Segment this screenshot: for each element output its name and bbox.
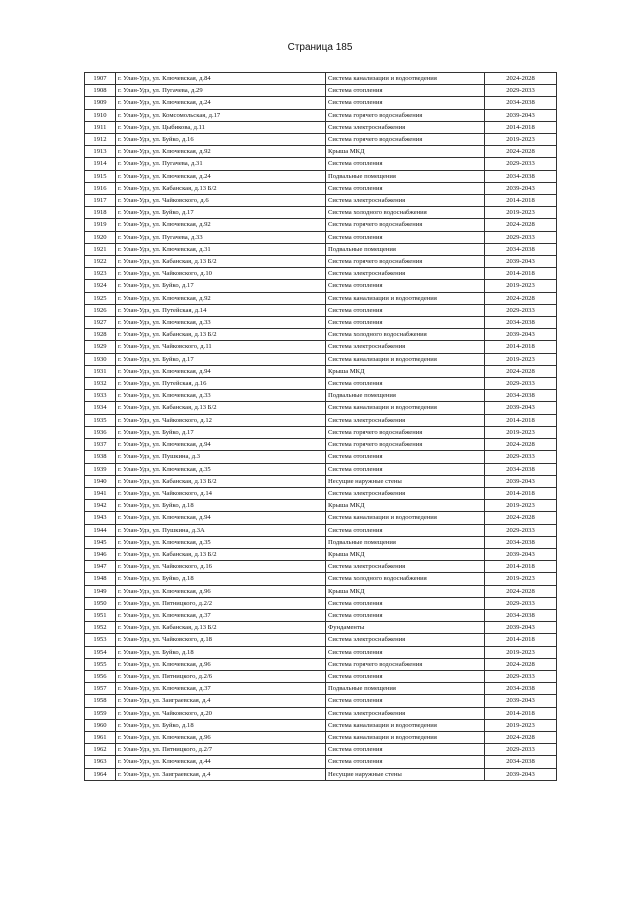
address-cell: г. Улан-Удэ, ул. Кабанская, д.13 Б/2	[116, 329, 326, 341]
period-cell: 2019-2023	[485, 134, 557, 146]
period-cell: 2029-2033	[485, 451, 557, 463]
period-cell: 2039-2043	[485, 548, 557, 560]
period-cell: 2024-2028	[485, 512, 557, 524]
table-row	[85, 353, 557, 365]
row-number-cell: 1931	[85, 365, 116, 377]
system-cell: Система канализации и водоотведения	[326, 292, 485, 304]
address-cell: г. Улан-Удэ, ул. Комсомольская, д.17	[116, 109, 326, 121]
row-number-cell: 1928	[85, 329, 116, 341]
period-cell: 2034-2038	[485, 170, 557, 182]
table-row	[85, 597, 557, 609]
period-cell: 2014-2018	[485, 707, 557, 719]
system-cell: Система отопления	[326, 695, 485, 707]
address-cell: г. Улан-Удэ, ул. Пугачева, д.31	[116, 158, 326, 170]
address-cell: г. Улан-Удэ, ул. Кабанская, д.13 Б/2	[116, 548, 326, 560]
period-cell: 2019-2023	[485, 500, 557, 512]
table-row	[85, 243, 557, 255]
row-number-cell: 1935	[85, 414, 116, 426]
period-cell: 2029-2033	[485, 597, 557, 609]
row-number-cell: 1955	[85, 658, 116, 670]
system-cell: Система холодного водоснабжения	[326, 573, 485, 585]
registry-table	[84, 72, 557, 781]
period-cell: 2014-2018	[485, 634, 557, 646]
system-cell: Система отопления	[326, 670, 485, 682]
system-cell: Крыша МКД	[326, 585, 485, 597]
row-number-cell: 1909	[85, 97, 116, 109]
system-cell: Система горячего водоснабжения	[326, 134, 485, 146]
address-cell: г. Улан-Удэ, ул. Ключевская, д.84	[116, 73, 326, 85]
system-cell: Система горячего водоснабжения	[326, 219, 485, 231]
row-number-cell: 1963	[85, 756, 116, 768]
table-row	[85, 756, 557, 768]
row-number-cell: 1912	[85, 134, 116, 146]
address-cell: г. Улан-Удэ, ул. Чайковского, д.18	[116, 634, 326, 646]
table-row	[85, 719, 557, 731]
table-row	[85, 414, 557, 426]
system-cell: Система отопления	[326, 756, 485, 768]
table-row	[85, 134, 557, 146]
period-cell: 2039-2043	[485, 768, 557, 780]
system-cell: Система канализации и водоотведения	[326, 353, 485, 365]
table-row	[85, 561, 557, 573]
system-cell: Система канализации и водоотведения	[326, 402, 485, 414]
row-number-cell: 1962	[85, 744, 116, 756]
row-number-cell: 1924	[85, 280, 116, 292]
address-cell: г. Улан-Удэ, ул. Буйко, д.17	[116, 280, 326, 292]
address-cell: г. Улан-Удэ, ул. Путейская, д.14	[116, 304, 326, 316]
period-cell: 2034-2038	[485, 463, 557, 475]
period-cell: 2014-2018	[485, 414, 557, 426]
system-cell: Система отопления	[326, 646, 485, 658]
table-row	[85, 97, 557, 109]
table-row	[85, 512, 557, 524]
table-row	[85, 646, 557, 658]
system-cell: Система электроснабжения	[326, 707, 485, 719]
period-cell: 2024-2028	[485, 585, 557, 597]
period-cell: 2034-2038	[485, 390, 557, 402]
table-row	[85, 73, 557, 85]
table-row	[85, 573, 557, 585]
address-cell: г. Улан-Удэ, ул. Чайковского, д.11	[116, 341, 326, 353]
table-row	[85, 707, 557, 719]
address-cell: г. Улан-Удэ, ул. Ключевская, д.92	[116, 292, 326, 304]
system-cell: Система горячего водоснабжения	[326, 439, 485, 451]
period-cell: 2039-2043	[485, 695, 557, 707]
table-row	[85, 634, 557, 646]
address-cell: г. Улан-Удэ, ул. Кабанская, д.13 Б/2	[116, 402, 326, 414]
table-row	[85, 195, 557, 207]
address-cell: г. Улан-Удэ, ул. Ключевская, д.35	[116, 536, 326, 548]
table-row	[85, 463, 557, 475]
registry-table-body	[85, 73, 557, 781]
address-cell: г. Улан-Удэ, ул. Чайковского, д.12	[116, 414, 326, 426]
table-row	[85, 280, 557, 292]
row-number-cell: 1944	[85, 524, 116, 536]
address-cell: г. Улан-Удэ, ул. Кабанская, д.13 Б/2	[116, 622, 326, 634]
table-row	[85, 731, 557, 743]
period-cell: 2014-2018	[485, 487, 557, 499]
system-cell: Система отопления	[326, 231, 485, 243]
row-number-cell: 1918	[85, 207, 116, 219]
address-cell: г. Улан-Удэ, ул. Буйко, д.18	[116, 646, 326, 658]
address-cell: г. Улан-Удэ, ул. Заиграевская, д.4	[116, 695, 326, 707]
address-cell: г. Улан-Удэ, ул. Чайковского, д.20	[116, 707, 326, 719]
period-cell: 2024-2028	[485, 146, 557, 158]
system-cell: Система отопления	[326, 451, 485, 463]
address-cell: г. Улан-Удэ, ул. Ключевская, д.96	[116, 658, 326, 670]
table-row	[85, 744, 557, 756]
table-row	[85, 109, 557, 121]
system-cell: Система отопления	[326, 744, 485, 756]
system-cell: Система отопления	[326, 317, 485, 329]
table-row	[85, 451, 557, 463]
system-cell: Несущие наружные стены	[326, 768, 485, 780]
table-row	[85, 402, 557, 414]
table-row	[85, 390, 557, 402]
row-number-cell: 1930	[85, 353, 116, 365]
table-row	[85, 524, 557, 536]
row-number-cell: 1956	[85, 670, 116, 682]
system-cell: Система электроснабжения	[326, 487, 485, 499]
period-cell: 2024-2028	[485, 219, 557, 231]
row-number-cell: 1950	[85, 597, 116, 609]
row-number-cell: 1927	[85, 317, 116, 329]
system-cell: Система холодного водоснабжения	[326, 329, 485, 341]
system-cell: Система отопления	[326, 158, 485, 170]
system-cell: Система отопления	[326, 97, 485, 109]
row-number-cell: 1917	[85, 195, 116, 207]
table-row	[85, 341, 557, 353]
period-cell: 2039-2043	[485, 622, 557, 634]
row-number-cell: 1943	[85, 512, 116, 524]
table-row	[85, 548, 557, 560]
row-number-cell: 1911	[85, 121, 116, 133]
address-cell: г. Улан-Удэ, ул. Буйко, д.17	[116, 426, 326, 438]
address-cell: г. Улан-Удэ, ул. Буйко, д.17	[116, 353, 326, 365]
system-cell: Крыша МКД	[326, 548, 485, 560]
row-number-cell: 1939	[85, 463, 116, 475]
row-number-cell: 1915	[85, 170, 116, 182]
system-cell: Система отопления	[326, 463, 485, 475]
table-row	[85, 500, 557, 512]
row-number-cell: 1922	[85, 256, 116, 268]
table-row	[85, 378, 557, 390]
system-cell: Система отопления	[326, 524, 485, 536]
address-cell: г. Улан-Удэ, ул. Ключевская, д.94	[116, 365, 326, 377]
system-cell: Крыша МКД	[326, 365, 485, 377]
address-cell: г. Улан-Удэ, ул. Ключевская, д.92	[116, 146, 326, 158]
row-number-cell: 1961	[85, 731, 116, 743]
period-cell: 2029-2033	[485, 744, 557, 756]
system-cell: Подвальные помещения	[326, 243, 485, 255]
address-cell: г. Улан-Удэ, ул. Ключевская, д.24	[116, 170, 326, 182]
period-cell: 2024-2028	[485, 73, 557, 85]
system-cell: Система электроснабжения	[326, 561, 485, 573]
table-row	[85, 182, 557, 194]
period-cell: 2034-2038	[485, 609, 557, 621]
address-cell: г. Улан-Удэ, ул. Буйко, д.18	[116, 500, 326, 512]
table-row	[85, 609, 557, 621]
row-number-cell: 1952	[85, 622, 116, 634]
row-number-cell: 1953	[85, 634, 116, 646]
period-cell: 2029-2033	[485, 524, 557, 536]
table-row	[85, 158, 557, 170]
table-row	[85, 329, 557, 341]
address-cell: г. Улан-Удэ, ул. Ключевская, д.94	[116, 439, 326, 451]
row-number-cell: 1936	[85, 426, 116, 438]
period-cell: 2034-2038	[485, 756, 557, 768]
address-cell: г. Улан-Удэ, ул. Ключевская, д.33	[116, 317, 326, 329]
system-cell: Крыша МКД	[326, 146, 485, 158]
system-cell: Система канализации и водоотведения	[326, 73, 485, 85]
address-cell: г. Улан-Удэ, ул. Пятницкого, д.2/7	[116, 744, 326, 756]
table-row	[85, 585, 557, 597]
address-cell: г. Улан-Удэ, ул. Ключевская, д.44	[116, 756, 326, 768]
address-cell: г. Улан-Удэ, ул. Пятницкого, д.2/6	[116, 670, 326, 682]
address-cell: г. Улан-Удэ, ул. Ключевская, д.92	[116, 219, 326, 231]
table-row	[85, 207, 557, 219]
row-number-cell: 1914	[85, 158, 116, 170]
period-cell: 2039-2043	[485, 109, 557, 121]
period-cell: 2034-2038	[485, 97, 557, 109]
address-cell: г. Улан-Удэ, ул. Буйко, д.18	[116, 573, 326, 585]
row-number-cell: 1945	[85, 536, 116, 548]
system-cell: Система канализации и водоотведения	[326, 731, 485, 743]
table-row	[85, 670, 557, 682]
system-cell: Система отопления	[326, 304, 485, 316]
table-row	[85, 268, 557, 280]
row-number-cell: 1908	[85, 85, 116, 97]
system-cell: Система холодного водоснабжения	[326, 207, 485, 219]
row-number-cell: 1949	[85, 585, 116, 597]
address-cell: г. Улан-Удэ, ул. Чайковского, д.10	[116, 268, 326, 280]
period-cell: 2019-2023	[485, 573, 557, 585]
system-cell: Система отопления	[326, 182, 485, 194]
period-cell: 2029-2033	[485, 158, 557, 170]
period-cell: 2039-2043	[485, 256, 557, 268]
system-cell: Система электроснабжения	[326, 634, 485, 646]
period-cell: 2029-2033	[485, 378, 557, 390]
system-cell: Система электроснабжения	[326, 195, 485, 207]
system-cell: Подвальные помещения	[326, 170, 485, 182]
address-cell: г. Улан-Удэ, ул. Кабанская, д.13 Б/2	[116, 475, 326, 487]
row-number-cell: 1951	[85, 609, 116, 621]
row-number-cell: 1923	[85, 268, 116, 280]
address-cell: г. Улан-Удэ, ул. Ключевская, д.31	[116, 243, 326, 255]
period-cell: 2014-2018	[485, 341, 557, 353]
system-cell: Система отопления	[326, 597, 485, 609]
table-row	[85, 475, 557, 487]
period-cell: 2034-2038	[485, 536, 557, 548]
table-row	[85, 256, 557, 268]
table-row	[85, 231, 557, 243]
system-cell: Несущие наружные стены	[326, 475, 485, 487]
period-cell: 2034-2038	[485, 683, 557, 695]
period-cell: 2019-2023	[485, 426, 557, 438]
address-cell: г. Улан-Удэ, ул. Ключевская, д.96	[116, 585, 326, 597]
row-number-cell: 1916	[85, 182, 116, 194]
address-cell: г. Улан-Удэ, ул. Кабанская, д.13 Б/2	[116, 256, 326, 268]
address-cell: г. Улан-Удэ, ул. Чайковского, д.14	[116, 487, 326, 499]
table-row	[85, 121, 557, 133]
address-cell: г. Улан-Удэ, ул. Чайковского, д.6	[116, 195, 326, 207]
address-cell: г. Улан-Удэ, ул. Пушкина, д.3	[116, 451, 326, 463]
system-cell: Система горячего водоснабжения	[326, 426, 485, 438]
system-cell: Подвальные помещения	[326, 390, 485, 402]
period-cell: 2029-2033	[485, 85, 557, 97]
period-cell: 2039-2043	[485, 475, 557, 487]
period-cell: 2019-2023	[485, 719, 557, 731]
row-number-cell: 1964	[85, 768, 116, 780]
period-cell: 2024-2028	[485, 365, 557, 377]
row-number-cell: 1907	[85, 73, 116, 85]
address-cell: г. Улан-Удэ, ул. Ключевская, д.94	[116, 512, 326, 524]
address-cell: г. Улан-Удэ, ул. Буйко, д.16	[116, 134, 326, 146]
row-number-cell: 1921	[85, 243, 116, 255]
address-cell: г. Улан-Удэ, ул. Пугачева, д.29	[116, 85, 326, 97]
row-number-cell: 1910	[85, 109, 116, 121]
row-number-cell: 1959	[85, 707, 116, 719]
page-title: Страница 185	[287, 42, 353, 53]
table-row	[85, 622, 557, 634]
table-row	[85, 317, 557, 329]
row-number-cell: 1947	[85, 561, 116, 573]
table-row	[85, 683, 557, 695]
address-cell: г. Улан-Удэ, ул. Цыбикова, д.11	[116, 121, 326, 133]
period-cell: 2029-2033	[485, 231, 557, 243]
address-cell: г. Улан-Удэ, ул. Пушкина, д.3А	[116, 524, 326, 536]
table-row	[85, 487, 557, 499]
row-number-cell: 1957	[85, 683, 116, 695]
system-cell: Система горячего водоснабжения	[326, 109, 485, 121]
address-cell: г. Улан-Удэ, ул. Кабанская, д.13 Б/2	[116, 182, 326, 194]
row-number-cell: 1920	[85, 231, 116, 243]
period-cell: 2019-2023	[485, 353, 557, 365]
period-cell: 2014-2018	[485, 561, 557, 573]
row-number-cell: 1954	[85, 646, 116, 658]
row-number-cell: 1932	[85, 378, 116, 390]
system-cell: Подвальные помещения	[326, 683, 485, 695]
address-cell: г. Улан-Удэ, ул. Ключевская, д.35	[116, 463, 326, 475]
table-row	[85, 292, 557, 304]
system-cell: Система отопления	[326, 280, 485, 292]
address-cell: г. Улан-Удэ, ул. Ключевская, д.37	[116, 683, 326, 695]
row-number-cell: 1913	[85, 146, 116, 158]
address-cell: г. Улан-Удэ, ул. Пятницкого, д.2/2	[116, 597, 326, 609]
row-number-cell: 1919	[85, 219, 116, 231]
address-cell: г. Улан-Удэ, ул. Буйко, д.17	[116, 207, 326, 219]
row-number-cell: 1958	[85, 695, 116, 707]
period-cell: 2029-2033	[485, 670, 557, 682]
period-cell: 2034-2038	[485, 317, 557, 329]
system-cell: Система электроснабжения	[326, 341, 485, 353]
system-cell: Система электроснабжения	[326, 414, 485, 426]
table-row	[85, 365, 557, 377]
system-cell: Система канализации и водоотведения	[326, 512, 485, 524]
table-row	[85, 426, 557, 438]
row-number-cell: 1941	[85, 487, 116, 499]
address-cell: г. Улан-Удэ, ул. Ключевская, д.33	[116, 390, 326, 402]
table-row	[85, 304, 557, 316]
period-cell: 2014-2018	[485, 195, 557, 207]
table-row	[85, 658, 557, 670]
system-cell: Система отопления	[326, 378, 485, 390]
period-cell: 2024-2028	[485, 292, 557, 304]
system-cell: Крыша МКД	[326, 500, 485, 512]
row-number-cell: 1946	[85, 548, 116, 560]
row-number-cell: 1925	[85, 292, 116, 304]
system-cell: Система отопления	[326, 85, 485, 97]
address-cell: г. Улан-Удэ, ул. Ключевская, д.37	[116, 609, 326, 621]
address-cell: г. Улан-Удэ, ул. Путейская, д.16	[116, 378, 326, 390]
period-cell: 2024-2028	[485, 658, 557, 670]
row-number-cell: 1960	[85, 719, 116, 731]
address-cell: г. Улан-Удэ, ул. Буйко, д.18	[116, 719, 326, 731]
system-cell: Подвальные помещения	[326, 536, 485, 548]
row-number-cell: 1933	[85, 390, 116, 402]
address-cell: г. Улан-Удэ, ул. Пугачева, д.33	[116, 231, 326, 243]
period-cell: 2029-2033	[485, 304, 557, 316]
system-cell: Фундаменты	[326, 622, 485, 634]
row-number-cell: 1929	[85, 341, 116, 353]
row-number-cell: 1940	[85, 475, 116, 487]
row-number-cell: 1942	[85, 500, 116, 512]
row-number-cell: 1938	[85, 451, 116, 463]
period-cell: 2019-2023	[485, 280, 557, 292]
table-row	[85, 439, 557, 451]
table-row	[85, 219, 557, 231]
period-cell: 2024-2028	[485, 731, 557, 743]
period-cell: 2039-2043	[485, 182, 557, 194]
address-cell: г. Улан-Удэ, ул. Ключевская, д.96	[116, 731, 326, 743]
row-number-cell: 1948	[85, 573, 116, 585]
address-cell: г. Улан-Удэ, ул. Заиграевская, д.4	[116, 768, 326, 780]
address-cell: г. Улан-Удэ, ул. Ключевская, д.24	[116, 97, 326, 109]
system-cell: Система канализации и водоотведения	[326, 719, 485, 731]
period-cell: 2024-2028	[485, 439, 557, 451]
table-row	[85, 536, 557, 548]
period-cell: 2014-2018	[485, 121, 557, 133]
table-row	[85, 695, 557, 707]
table-row	[85, 146, 557, 158]
period-cell: 2019-2023	[485, 207, 557, 219]
period-cell: 2019-2023	[485, 646, 557, 658]
system-cell: Система электроснабжения	[326, 121, 485, 133]
period-cell: 2039-2043	[485, 329, 557, 341]
row-number-cell: 1926	[85, 304, 116, 316]
address-cell: г. Улан-Удэ, ул. Чайковского, д.16	[116, 561, 326, 573]
row-number-cell: 1934	[85, 402, 116, 414]
table-row	[85, 768, 557, 780]
period-cell: 2039-2043	[485, 402, 557, 414]
period-cell: 2014-2018	[485, 268, 557, 280]
system-cell: Система электроснабжения	[326, 268, 485, 280]
table-row	[85, 170, 557, 182]
system-cell: Система отопления	[326, 609, 485, 621]
system-cell: Система горячего водоснабжения	[326, 256, 485, 268]
table-row	[85, 85, 557, 97]
row-number-cell: 1937	[85, 439, 116, 451]
period-cell: 2034-2038	[485, 243, 557, 255]
system-cell: Система горячего водоснабжения	[326, 658, 485, 670]
